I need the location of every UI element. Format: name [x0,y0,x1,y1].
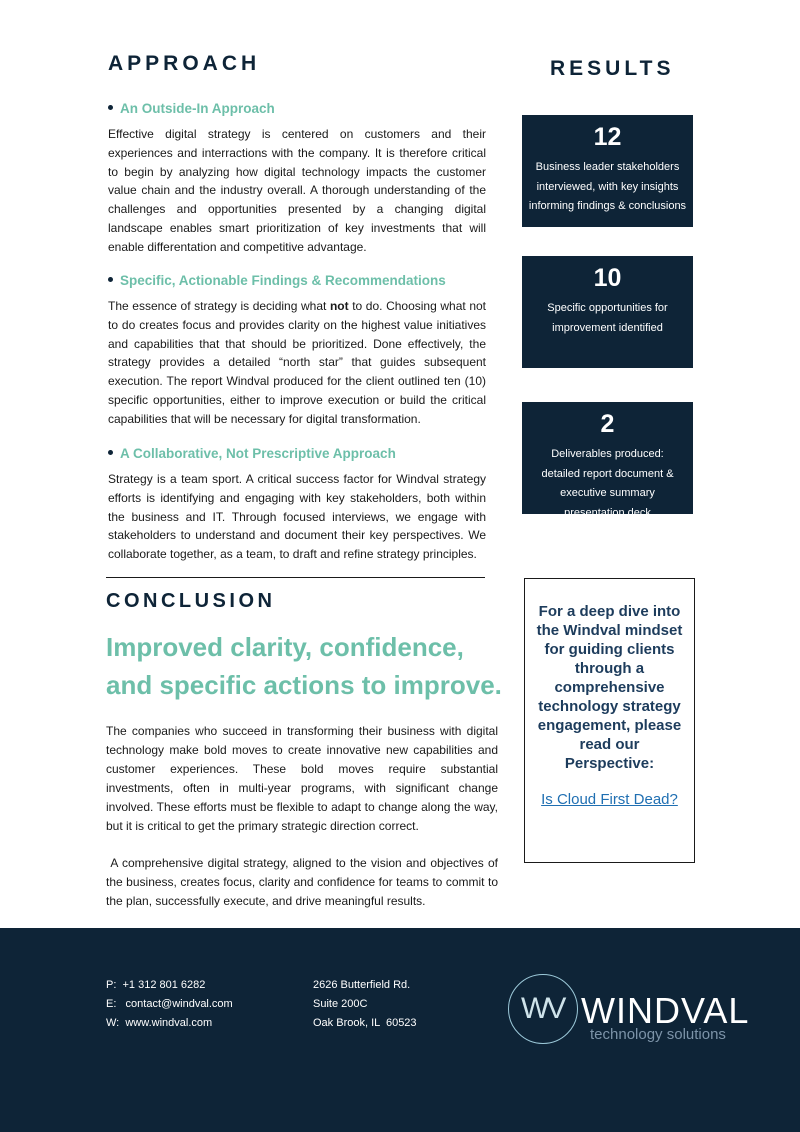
footer-address-line: Suite 200C [313,998,368,1010]
body-text: to do. Choosing what not to do creates focus and provides clarity on the highest value initiatives and capabilities that that should be prioritized. Done effectively, the strategy provides a detailed “north star” that guides subsequent execution. The report Windval produced for the client outlined ten (10) specific opportunities, either to improve execution or build the critical capabilities that will be necessary for digital transformation. [108,299,487,426]
section-body-findings [108,297,486,429]
section-heading-collaborative [108,446,396,461]
section-heading-text: An Outside-In Approach [120,101,275,116]
body-text: The essence of strategy is deciding what [108,299,330,313]
logo-monogram: WV [521,992,564,1025]
bullet-icon [108,105,113,110]
bullet-icon [108,277,113,282]
logo-tagline: technology solutions [590,1026,726,1043]
stat-number: 2 [600,410,615,438]
conclusion-paragraph: The companies who succeed in transforming their business with digital technology make bold moves to create innovative new capabilities and customer experiences. These bold moves require substantial investments, often in multi-year programs, with significant change involved. These efforts must be flexible to adapt to change along the way, but it is critical to get the primary strategic direction correct. [106,724,498,833]
footer-address-line: Oak Brook, IL 60523 [313,1017,417,1029]
perspective-link[interactable]: Is Cloud First Dead? [541,791,678,808]
logo-name: WINDVAL [581,990,750,1031]
stat-description: Business leader stakeholders interviewed, with key insights informing findings & conclusions [528,161,687,212]
bullet-icon [108,450,113,455]
conclusion-paragraph: A comprehensive digital strategy, aligned to the vision and objectives of the business, creates focus, clarity and confidence for teams to commit to the plan, successfully execute, and drive meaningful results. [106,856,502,908]
section-body-collaborative: Strategy is a team sport. A critical success factor for Windval strategy efforts is identifying and engaging with key stakeholders, both within the business and IT. Through focused interviews, we engage with stakeholders to understand and document their key perspectives. We collaborate together, as a team, to draft and refine strategy principles. [108,472,486,562]
footer-contact [106,976,233,1033]
section-divider [106,577,485,578]
footer-email[interactable]: E: contact@windval.com [106,998,233,1010]
stat-card-opportunities [522,256,693,368]
footer-address [313,976,417,1033]
approach-title: APPROACH [108,52,261,75]
section-heading-text: Specific, Actionable Findings & Recommendations [120,273,446,288]
stat-card-stakeholders [522,115,693,227]
results-title: RESULTS [550,57,675,80]
section-heading-findings [108,273,446,288]
conclusion-title: CONCLUSION [106,590,276,612]
section-heading-text: A Collaborative, Not Prescriptive Approach [120,446,396,461]
conclusion-headline: Improved clarity, confidence, and specific actions to improve. [106,632,502,700]
perspective-text: For a deep dive into the Windval mindset for guiding clients through a comprehensive technology strategy engagement, please read our Perspective: [536,603,683,772]
body-emphasis: not [329,299,349,313]
windval-logo [508,972,748,1048]
footer-address-line: 2626 Butterfield Rd. [313,979,411,991]
stat-card-deliverables [522,402,693,519]
footer-website[interactable]: W: www.windval.com [106,1017,213,1029]
section-heading-outside-in [108,101,275,116]
stat-description: Specific opportunities for improvement identified [547,302,668,334]
perspective-callout [524,578,695,863]
stat-number: 10 [593,264,622,292]
section-body-outside-in: Effective digital strategy is centered on customers and their experiences and interractions with the company. It is therefore critical to begin by analyzing how digital technology impacts the customer value chain and the industry overall. A thorough understanding of the challenges and opportunities presented by a changing digital landscape enables smart prioritization of key investments that will enable differentation and competitive advantage. [108,127,486,254]
stat-number: 12 [593,123,622,151]
stat-description: Deliverables produced: detailed report document & executive summary presentation deck [541,448,674,519]
footer-phone: P: +1 312 801 6282 [106,979,206,991]
